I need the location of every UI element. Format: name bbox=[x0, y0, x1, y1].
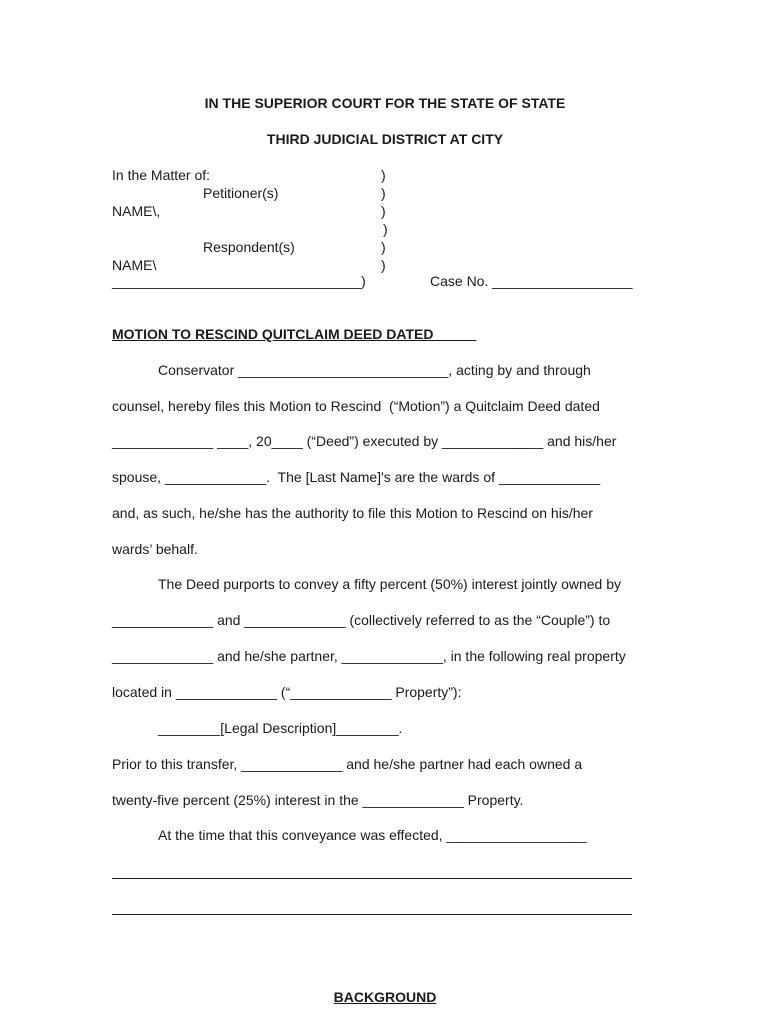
blank-fill-line bbox=[112, 914, 632, 915]
body-line: _____________ and _____________ (collectively referred to as the “Couple”) to bbox=[112, 612, 611, 628]
caption-paren: ) bbox=[381, 239, 386, 255]
petitioner-name: NAME\, bbox=[112, 203, 161, 219]
body-line: located in _____________ (“_____________ Property”): bbox=[112, 684, 462, 700]
caption-paren: ) bbox=[381, 203, 386, 219]
caption-paren: ) bbox=[381, 167, 386, 183]
respondent-name: NAME\ bbox=[112, 257, 157, 273]
body-line: _____________ ____, 20____ (“Deed”) executed by _____________ and his/her bbox=[112, 433, 617, 449]
caption-paren: ) bbox=[381, 257, 386, 273]
caption-bottom-line: ________________________________) bbox=[112, 273, 366, 289]
caption-paren: ) bbox=[381, 185, 386, 201]
motion-title: MOTION TO RESCIND QUITCLAIM DEED DATED _____ bbox=[112, 326, 477, 342]
body-line: Conservator ___________________________, acting by and through bbox=[158, 362, 591, 378]
caption-paren: ) bbox=[383, 221, 388, 237]
body-line: counsel, hereby files this Motion to Rescind (“Motion”) a Quitclaim Deed dated bbox=[112, 398, 600, 414]
district-heading: THIRD JUDICIAL DISTRICT AT CITY bbox=[266, 131, 504, 147]
respondent-label: Respondent(s) bbox=[203, 239, 295, 255]
body-line: twenty-five percent (25%) interest in the _____________ Property. bbox=[112, 792, 524, 808]
section-heading: BACKGROUND bbox=[333, 989, 437, 1005]
body-line: wards’ behalf. bbox=[112, 541, 198, 557]
body-line: spouse, _____________. The [Last Name]'s are the wards of _____________ bbox=[112, 469, 601, 485]
body-line: _____________ and he/she partner, _____________, in the following real property bbox=[112, 648, 626, 664]
court-heading: IN THE SUPERIOR COURT FOR THE STATE OF STATE bbox=[204, 95, 566, 111]
body-line: At the time that this conveyance was effected, __________________ bbox=[158, 827, 587, 843]
blank-fill-line bbox=[112, 878, 632, 879]
matter-label: In the Matter of: bbox=[112, 167, 211, 183]
body-line: and, as such, he/she has the authority to file this Motion to Rescind on his/her bbox=[112, 505, 593, 521]
petitioner-label: Petitioner(s) bbox=[203, 185, 279, 201]
body-line: Prior to this transfer, _____________ and he/she partner had each owned a bbox=[112, 756, 583, 772]
case-number: Case No. __________________ bbox=[430, 273, 633, 289]
body-line: The Deed purports to convey a fifty percent (50%) interest jointly owned by bbox=[158, 576, 622, 592]
legal-description: ________[Legal Description]________. bbox=[158, 720, 403, 736]
